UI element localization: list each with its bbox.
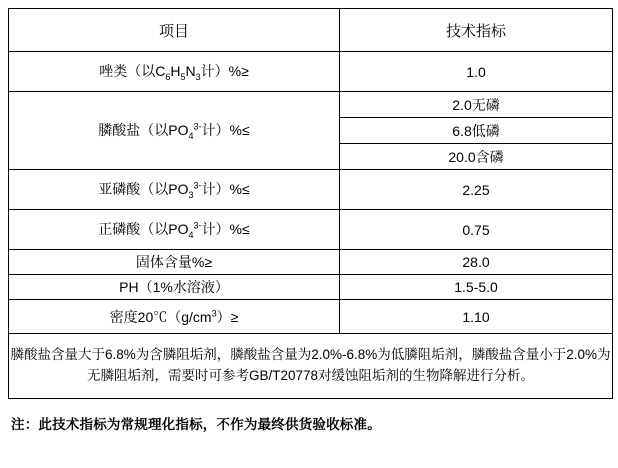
- specification-table: [8, 8, 613, 399]
- table-row-note: [9, 334, 613, 399]
- row-value-azole: 1.0: [340, 52, 613, 92]
- row-value-density: 1.10: [340, 300, 613, 334]
- row-label-ph: PH（1%水溶液）: [9, 275, 340, 300]
- table-row-phosphorous-acid: [9, 170, 613, 210]
- row-value-ph: 1.5-5.0: [340, 275, 613, 300]
- row-value-phosphorous-acid: 2.25: [340, 170, 613, 210]
- table-row-density: [9, 300, 613, 334]
- row-value-orthophosphoric-acid: 0.75: [340, 210, 613, 250]
- row-label-phosphorous-acid: 亚磷酸（以$PO_3^{3-}$计）%≤: [9, 170, 340, 210]
- row-value-solid-content: 28.0: [340, 250, 613, 275]
- header-value: 技术指标: [340, 9, 613, 52]
- row-label-orthophosphoric-acid: 正磷酸（以$PO_4^{3-}$计）%≤: [9, 210, 340, 250]
- table-row-ph: [9, 275, 613, 300]
- row-value-phosphonate-with-phosphorus: 20.0含磷: [340, 144, 613, 170]
- table-header-row: [9, 9, 613, 52]
- table-note: 膦酸盐含量大于6.8%为含膦阻垢剂，膦酸盐含量为2.0%-6.8%为低膦阻垢剂，膦酸盐含量小于2.0%为无膦阻垢剂，需要时可参考GB/T20778对缓蚀阻垢剂的生物降解进行分析。: [9, 334, 613, 399]
- table-row-orthophosphoric-acid: [9, 210, 613, 250]
- header-item: 项目: [9, 9, 340, 52]
- row-label-density: 密度$20℃(g/cm^3)\ge$: [9, 300, 340, 334]
- table-row-solid-content: [9, 250, 613, 275]
- row-label-solid-content: 固体含量%≥: [9, 250, 340, 275]
- row-value-phosphonate-phosphorus-free: 2.0无磷: [340, 92, 613, 118]
- table-row-azole: [9, 52, 613, 92]
- row-value-phosphonate-low-phosphorus: 6.8低磷: [340, 118, 613, 144]
- row-label-azole: 唑类（以$C_6H_5N_3$计）%≥: [9, 52, 340, 92]
- table-row-phosphonate-1: [9, 92, 613, 118]
- document-footnote: 注：此技术指标为常规理化指标，不作为最终供货验收标准。: [11, 417, 381, 432]
- row-label-phosphonate: 膦酸盐（以$PO_4^{3-}$计）%≤: [9, 92, 340, 170]
